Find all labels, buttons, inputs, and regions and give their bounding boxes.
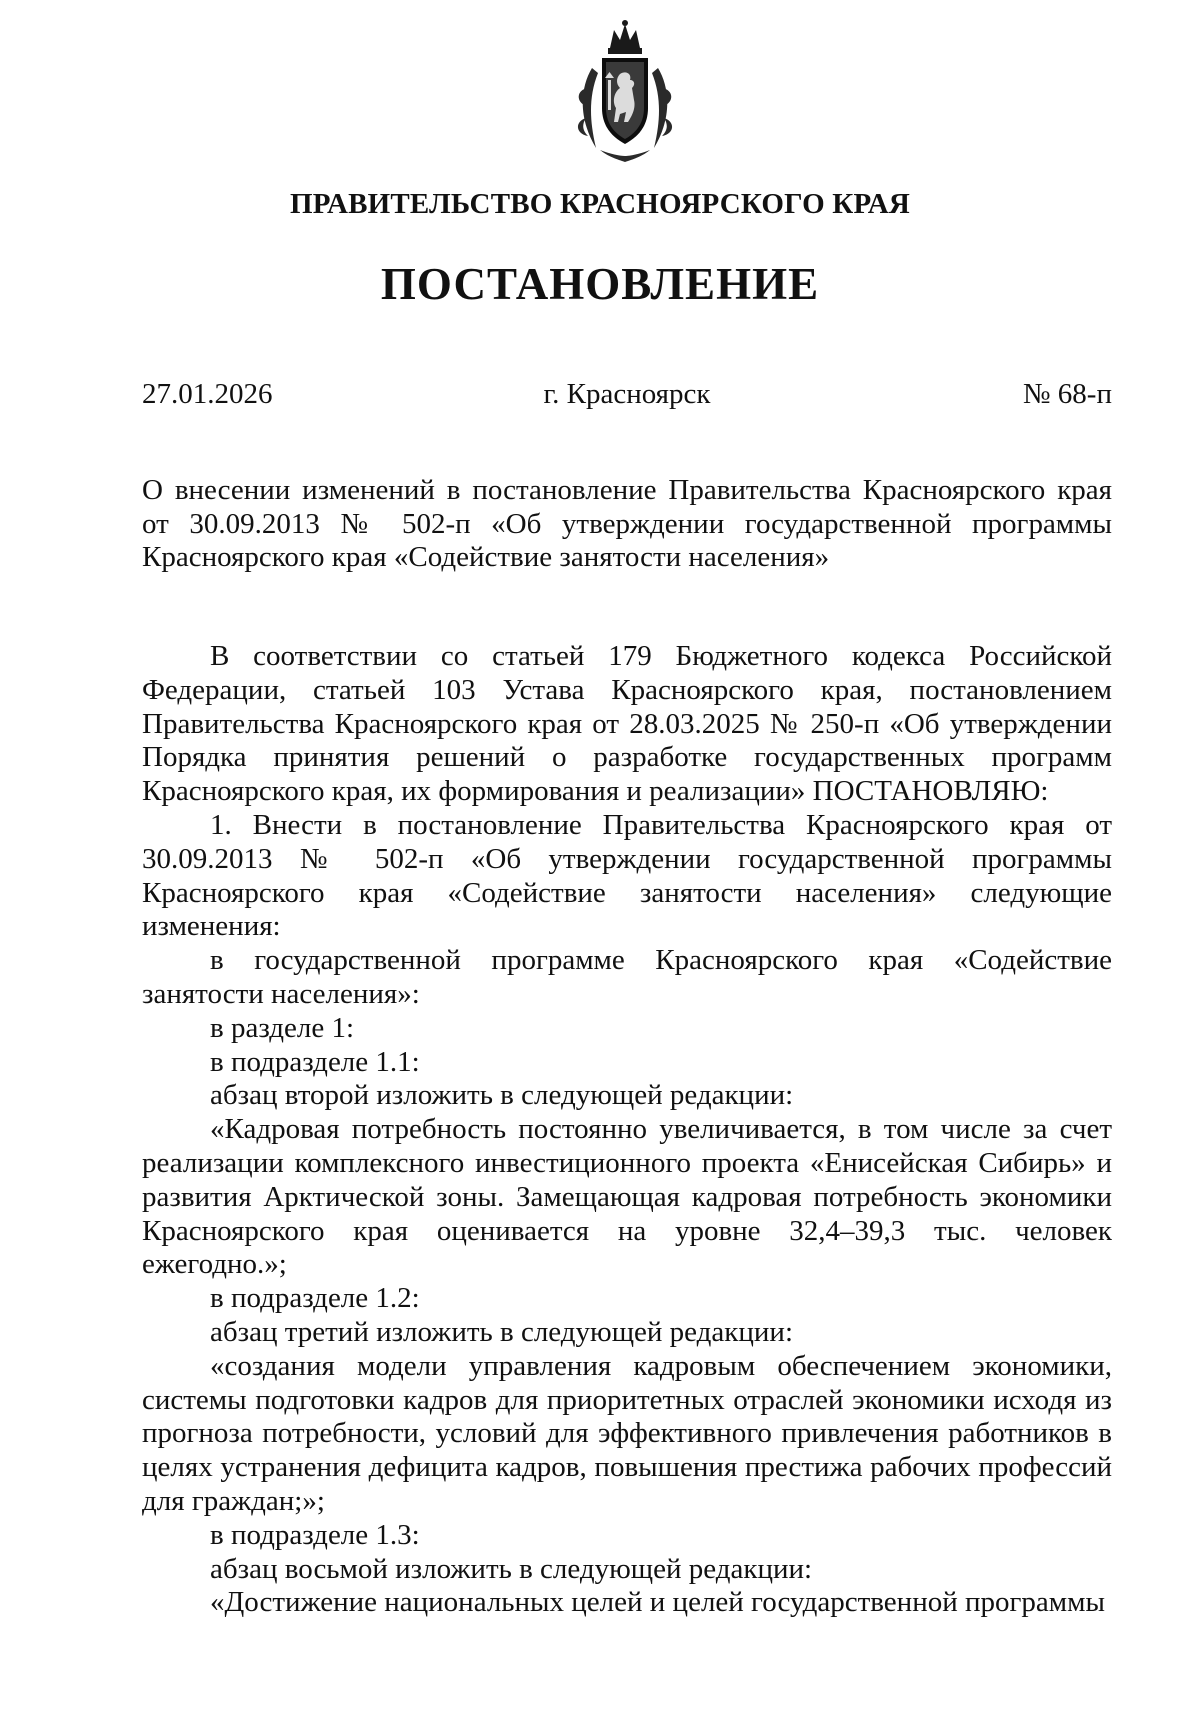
body-paragraph: «создания модели управления кадровым обеспечением экономики, системы подготовки кадров для приоритетных отраслей экономики исходя из прогноза потребности, условий для эффективного привлечения работников в целях устранения дефицита кадров, повышения престижа рабочих профессий для граждан;»; [142, 1349, 1112, 1517]
body-paragraph: в подразделе 1.2: [210, 1282, 420, 1315]
body-paragraph: абзац третий изложить в следующей редакции: [210, 1315, 794, 1348]
document-subject: О внесении изменений в постановление Правительства Красноярского края от 30.09.2013 № 502-п «Об утверждении государственной программы Красноярского края «Содействие занятости населения» [142, 474, 1112, 573]
body-paragraph: «Кадровая потребность постоянно увеличивается, в том числе за счет реализации комплексного инвестиционного проекта «Енисейская Сибирь» и развития Арктической зоны. Замещающая кадровая потребность экономики Красноярского края оценивается на уровне 32,4–39,3 тыс. человек ежегодно.»; [142, 1113, 1112, 1281]
document-date: 27.01.2026 [142, 378, 273, 410]
body-paragraph: абзац восьмой изложить в следующей редакции: [210, 1552, 813, 1585]
body-paragraph: В соответствии со статьей 179 Бюджетного кодекса Российской Федерации, статьей 103 Устава Красноярского края, постановлением Правительства Красноярского края от 28.03.2025 № 250-п «Об утверждении Порядка принятия решений о разработке государственных программ Красноярского края, их формирования и реализации» ПОСТАНОВЛЯЮ: [142, 640, 1112, 808]
document-body [142, 640, 1112, 1620]
body-paragraph: в государственной программе Красноярского края «Содействие занятости населения»: [142, 944, 1112, 1010]
document-meta-row [142, 378, 1112, 418]
body-paragraph: 1. Внести в постановление Правительства Красноярского края от 30.09.2013 № 502-п «Об утверждении государственной программы Красноярского края «Содействие занятости населения» следующие изменения: [142, 808, 1112, 943]
document-city: г. Красноярск [543, 378, 711, 410]
document-number: № 68-п [1022, 378, 1112, 410]
body-paragraph: в подразделе 1.3: [210, 1518, 420, 1551]
body-paragraph: в разделе 1: [210, 1011, 355, 1044]
document-type-heading: ПОСТАНОВЛЕНИЕ [380, 259, 820, 309]
body-paragraph: абзац второй изложить в следующей редакции: [210, 1079, 794, 1112]
body-paragraph: в подразделе 1.1: [210, 1045, 420, 1078]
organization-title: ПРАВИТЕЛЬСТВО КРАСНОЯРСКОГО КРАЯ [289, 188, 911, 220]
body-paragraph: «Достижение национальных целей и целей государственной программы [210, 1586, 1105, 1619]
coat-of-arms-icon [570, 18, 680, 168]
